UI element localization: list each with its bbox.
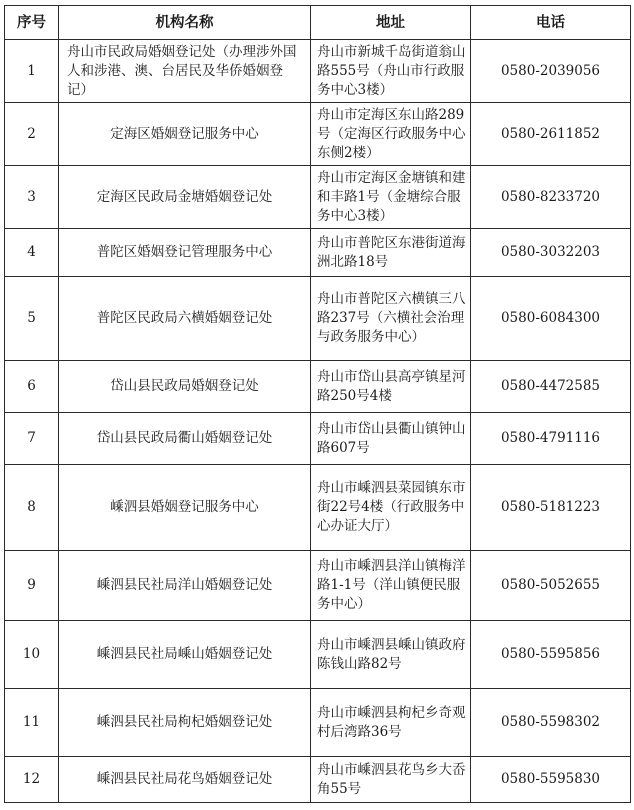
table-row — [5, 551, 631, 621]
office-phone: 0580-3032203 — [471, 229, 631, 277]
row-index: 11 — [5, 689, 59, 757]
row-index: 5 — [5, 277, 59, 361]
row-index: 12 — [5, 757, 59, 803]
office-address: 舟山市普陀区东港街道海洲北路18号 — [311, 229, 471, 277]
office-name: 岱山县民政局婚姻登记处 — [59, 361, 311, 413]
row-index: 6 — [5, 361, 59, 413]
office-name: 岱山县民政局衢山婚姻登记处 — [59, 413, 311, 465]
office-name: 嵊泗县民社局花鸟婚姻登记处 — [59, 757, 311, 803]
header-phone: 电话 — [471, 6, 631, 40]
table-row — [5, 361, 631, 413]
table-row — [5, 229, 631, 277]
table-header-row — [5, 6, 631, 40]
office-address: 舟山市嵊泗县枸杞乡奇观村后湾路36号 — [311, 689, 471, 757]
row-index: 2 — [5, 103, 59, 166]
office-phone: 0580-2039056 — [471, 40, 631, 103]
office-address: 舟山市定海区东山路289号（定海区行政服务中心东侧2楼） — [311, 103, 471, 166]
office-address: 舟山市岱山县高亭镇星河路250号4楼 — [311, 361, 471, 413]
row-index: 8 — [5, 465, 59, 551]
office-name: 定海区婚姻登记服务中心 — [59, 103, 311, 166]
row-index: 1 — [5, 40, 59, 103]
table-row — [5, 103, 631, 166]
office-address: 舟山市嵊泗县洋山镇梅洋路1-1号（洋山镇便民服务中心） — [311, 551, 471, 621]
office-phone: 0580-5595856 — [471, 621, 631, 689]
office-name: 普陀区民政局六横婚姻登记处 — [59, 277, 311, 361]
office-phone: 0580-5181223 — [471, 465, 631, 551]
office-address: 舟山市普陀区六横镇三八路237号（六横社会治理与政务服务中心） — [311, 277, 471, 361]
office-name: 嵊泗县民社局洋山婚姻登记处 — [59, 551, 311, 621]
office-name: 普陀区婚姻登记管理服务中心 — [59, 229, 311, 277]
header-name: 机构名称 — [59, 6, 311, 40]
marriage-registry-table — [4, 5, 631, 803]
row-index: 3 — [5, 166, 59, 229]
office-address: 舟山市嵊泗县嵊山镇政府陈钱山路82号 — [311, 621, 471, 689]
table-row — [5, 166, 631, 229]
office-name: 定海区民政局金塘婚姻登记处 — [59, 166, 311, 229]
row-index: 7 — [5, 413, 59, 465]
office-phone: 0580-8233720 — [471, 166, 631, 229]
office-address: 舟山市嵊泗县花鸟乡大岙角55号 — [311, 757, 471, 803]
office-phone: 0580-5598302 — [471, 689, 631, 757]
header-address: 地址 — [311, 6, 471, 40]
office-phone: 0580-4791116 — [471, 413, 631, 465]
office-name: 嵊泗县婚姻登记服务中心 — [59, 465, 311, 551]
row-index: 9 — [5, 551, 59, 621]
row-index: 10 — [5, 621, 59, 689]
table-row — [5, 757, 631, 803]
office-name: 嵊泗县民社局嵊山婚姻登记处 — [59, 621, 311, 689]
header-index: 序号 — [5, 6, 59, 40]
table-row — [5, 621, 631, 689]
row-index: 4 — [5, 229, 59, 277]
table-row — [5, 277, 631, 361]
office-phone: 0580-2611852 — [471, 103, 631, 166]
office-address: 舟山市岱山县衢山镇钟山路607号 — [311, 413, 471, 465]
office-address: 舟山市嵊泗县菜园镇东市街22号4楼（行政服务中心办证大厅） — [311, 465, 471, 551]
office-phone: 0580-5052655 — [471, 551, 631, 621]
office-name: 舟山市民政局婚姻登记处（办理涉外国人和涉港、澳、台居民及华侨婚姻登记） — [59, 40, 311, 103]
office-phone: 0580-6084300 — [471, 277, 631, 361]
office-phone: 0580-4472585 — [471, 361, 631, 413]
office-address: 舟山市新城千岛街道翁山路555号（舟山市行政服务中心3楼） — [311, 40, 471, 103]
office-phone: 0580-5595830 — [471, 757, 631, 803]
office-address: 舟山市定海区金塘镇和建和丰路1号（金塘综合服务中心3楼） — [311, 166, 471, 229]
table-row — [5, 465, 631, 551]
table-row — [5, 689, 631, 757]
table-row — [5, 40, 631, 103]
office-name: 嵊泗县民社局枸杞婚姻登记处 — [59, 689, 311, 757]
table-row — [5, 413, 631, 465]
